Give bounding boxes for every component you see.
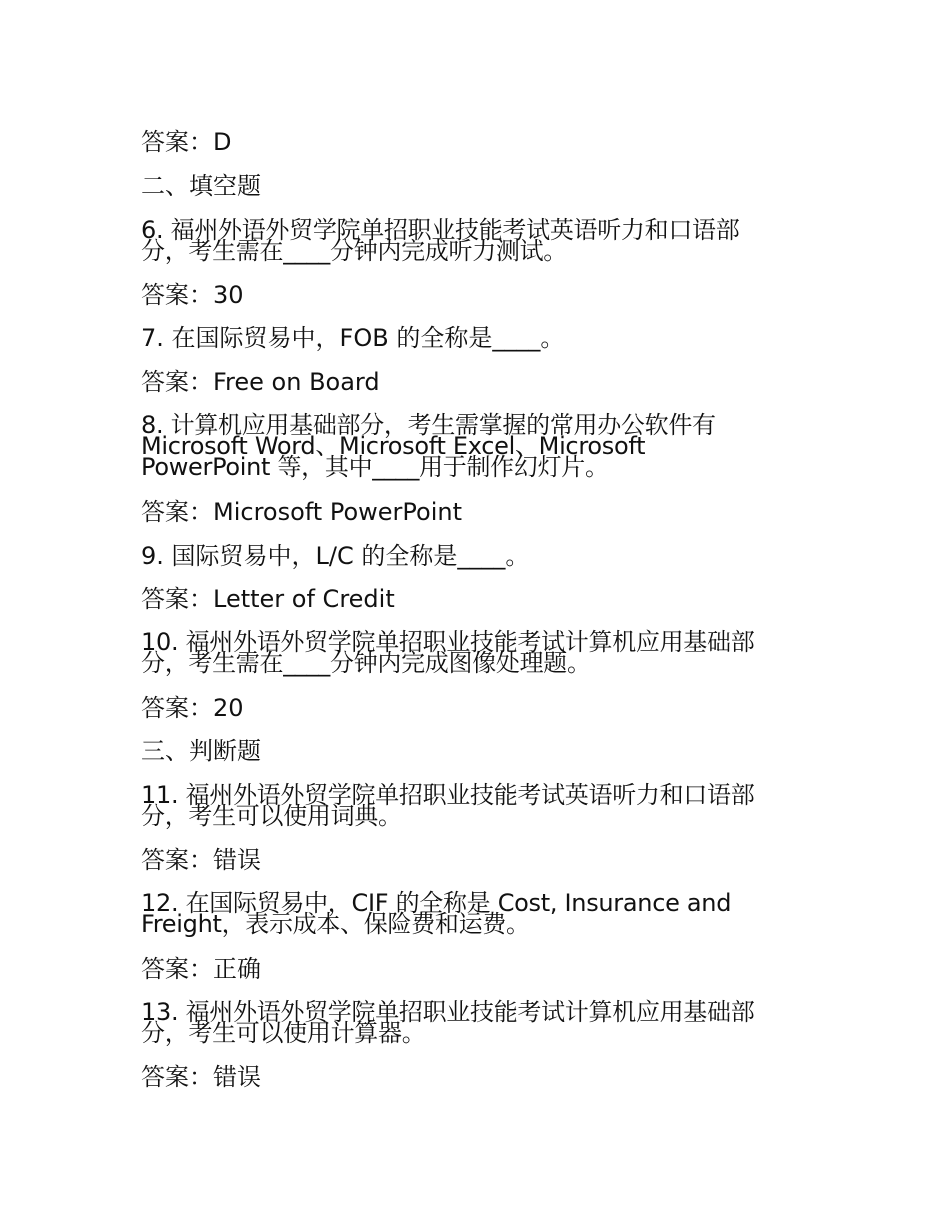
section-heading-fill-in: 二、填空题 (141, 172, 261, 200)
answer-10: 答案：20 (141, 694, 244, 722)
answer-12: 答案：正确 (141, 955, 261, 983)
answer-8: 答案：Microsoft PowerPoint (141, 498, 462, 526)
answer-7: 答案：Free on Board (141, 368, 380, 396)
question-6: 6. 福州外语外贸学院单招职业技能考试英语听力和口语部分，考生需在____分钟内完成听力测试。 (141, 216, 740, 265)
question-8: 8. 计算机应用基础部分，考生需掌握的常用办公软件有 Microsoft Word、Microsoft Excel、Microsoft PowerPoint 等，其中____用于制作幻灯片。 (141, 411, 716, 481)
question-9: 9. 国际贸易中，L/C 的全称是____。 (141, 542, 530, 570)
question-13: 13. 福州外语外贸学院单招职业技能考试计算机应用基础部分，考生可以使用计算器。 (141, 998, 755, 1047)
answer-13: 答案：错误 (141, 1063, 261, 1091)
question-11: 11. 福州外语外贸学院单招职业技能考试英语听力和口语部分，考生可以使用词典。 (141, 781, 755, 830)
section-heading-true-false: 三、判断题 (141, 737, 261, 765)
answer-6: 答案：30 (141, 281, 244, 309)
answer-5: 答案：D (141, 128, 232, 156)
question-12: 12. 在国际贸易中，CIF 的全称是 Cost, Insurance and Freight，表示成本、保险费和运费。 (141, 889, 732, 938)
question-10: 10. 福州外语外贸学院单招职业技能考试计算机应用基础部分，考生需在____分钟内完成图像处理题。 (141, 628, 755, 677)
answer-9: 答案：Letter of Credit (141, 585, 395, 613)
answer-11: 答案：错误 (141, 846, 261, 874)
question-7: 7. 在国际贸易中，FOB 的全称是____。 (141, 324, 565, 352)
